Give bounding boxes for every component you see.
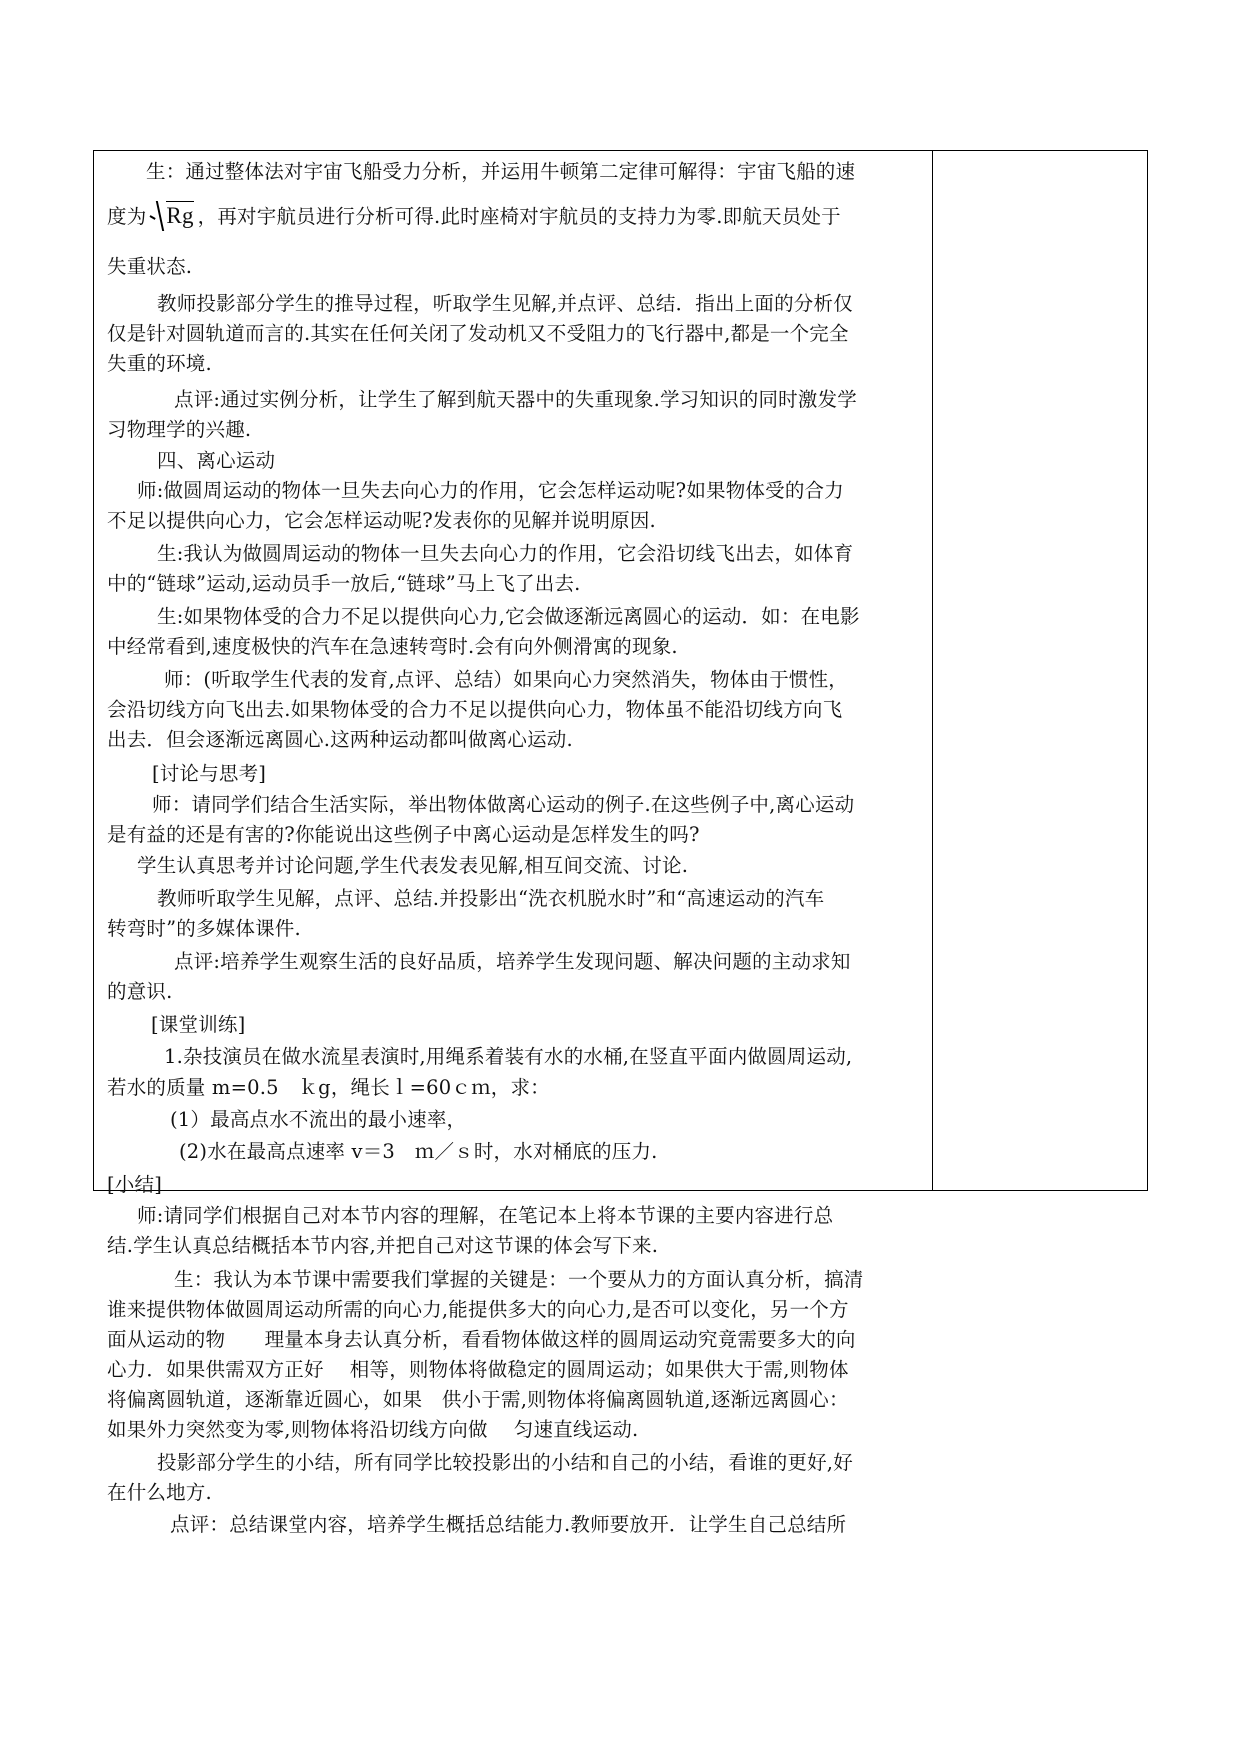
lesson-table — [93, 150, 1148, 1536]
text-line: 的意识. — [107, 980, 173, 1003]
text-line: 出去．但会逐渐远离圆心.这两种运动都叫做离心运动. — [107, 728, 573, 751]
text-line: 师:请同学们根据自己对本节内容的理解，在笔记本上将本节课的主要内容进行总 — [137, 1204, 834, 1227]
text-line: 生：我认为本节课中需要我们掌握的关键是：一个要从力的方面认真分析，搞清 — [174, 1268, 864, 1291]
text-line: 在什么地方. — [107, 1481, 212, 1504]
notes-cell — [934, 151, 1147, 1190]
sqrt-formula — [150, 203, 193, 229]
text-line: 转弯时”的多媒体课件. — [107, 917, 301, 940]
text-line: 师：请同学们结合生活实际，举出物体做离心运动的例子.在这些例子中,离心运动 — [152, 793, 855, 816]
text-line: 生:如果物体受的合力不足以提供向心力,它会做逐渐远离圆心的运动．如：在电影 — [157, 605, 860, 628]
text-line: 师：(听取学生代表的发育,点评、总结）如果向心力突然消失，物体由于惯性， — [164, 668, 849, 691]
text-line: 将偏离圆轨道，逐渐靠近圆心，如果 供小于需,则物体将偏离圆轨道,逐渐远离圆心： — [107, 1388, 849, 1411]
text-line: 生:我认为做圆周运动的物体一旦失去向心力的作用，它会沿切线飞出去，如体育 — [157, 542, 854, 565]
text-fragment: 度为 — [107, 205, 147, 228]
text-line: 会沿切线方向飞出去.如果物体受的合力不足以提供向心力，物体虽不能沿切线方向飞 — [107, 698, 843, 721]
text-line: 点评:通过实例分析，让学生了解到航天器中的失重现象.学习知识的同时激发学 — [174, 388, 857, 411]
text-line: 若水的质量 m=0.5 ｋg，绳长ｌ=60ｃｍ，求： — [107, 1076, 550, 1099]
text-line: 教师听取学生见解，点评、总结.并投影出“洗衣机脱水时”和“高速运动的汽车 — [157, 887, 825, 910]
text-line: 中的“链球”运动,运动员手一放后,“链球”马上飞了出去. — [107, 572, 581, 595]
section-heading: [小结] — [107, 1173, 163, 1196]
text-fragment: ，再对宇航员进行分析可得.此时座椅对宇航员的支持力为零.即航天员处于 — [197, 205, 841, 228]
text-line: 仅是针对圆轨道而言的.其实在任何关闭了发动机又不受阻力的飞行器中,都是一个完全 — [107, 322, 849, 345]
text-line: 是有益的还是有害的?你能说出这些例子中离心运动是怎样发生的吗? — [107, 823, 700, 846]
text-line: 失重的环境. — [107, 352, 212, 375]
text-line: 点评：总结课堂内容，培养学生概括总结能力.教师要放开．让学生自己总结所 — [170, 1513, 847, 1536]
text-line: 点评:培养学生观察生活的良好品质，培养学生发现问题、解决问题的主动求知 — [174, 950, 851, 973]
text-line: 面从运动的物 理量本身去认真分析，看看物体做这样的圆周运动究竟需要多大的向 — [107, 1328, 856, 1351]
text-line: 心力．如果供需双方正好 相等，则物体将做稳定的圆周运动；如果供大于需,则物体 — [107, 1358, 849, 1381]
text-line: 学生认真思考并讨论问题,学生代表发表见解,相互间交流、讨论. — [137, 854, 689, 877]
text-line: (2)水在最高点速率 v＝3 ｍ／ｓ时，水对桶底的压力. — [179, 1140, 658, 1163]
text-line: 如果外力突然变为零,则物体将沿切线方向做 匀速直线运动. — [107, 1418, 639, 1441]
lesson-content-cell — [94, 151, 932, 1536]
section-heading: [课堂训练] — [151, 1013, 246, 1036]
text-line: 生：通过整体法对宇宙飞船受力分析，并运用牛顿第二定律可解得：宇宙飞船的速 — [146, 160, 856, 183]
text-line: 习物理学的兴趣. — [107, 418, 252, 441]
text-line: 师:做圆周运动的物体一旦失去向心力的作用，它会怎样运动呢?如果物体受的合力 — [137, 479, 844, 502]
text-line: 中经常看到,速度极快的汽车在急速转弯时.会有向外侧滑寓的现象. — [107, 635, 678, 658]
text-line: 教师投影部分学生的推导过程，听取学生见解,并点评、总结．指出上面的分析仅 — [157, 292, 853, 315]
text-line: 结.学生认真总结概括本节内容,并把自己对这节课的体会写下来. — [107, 1234, 659, 1257]
column-divider — [932, 151, 933, 1190]
section-heading: 四、离心运动 — [157, 449, 276, 472]
text-line: (1）最高点水不流出的最小速率， — [170, 1108, 467, 1131]
section-heading: [讨论与思考] — [152, 762, 267, 785]
text-line: 失重状态. — [107, 255, 193, 278]
text-line: 1.杂技演员在做水流星表演时,用绳系着装有水的水桶,在竖直平面内做圆周运动, — [164, 1045, 853, 1068]
text-line: 谁来提供物体做圆周运动所需的向心力,能提供多大的向心力,是否可以变化，另一个方 — [107, 1298, 849, 1321]
text-line: 不足以提供向心力，它会怎样运动呢?发表你的见解并说明原因. — [107, 509, 656, 532]
formula-radicand: Rg — [166, 203, 194, 228]
text-line: 投影部分学生的小结，所有同学比较投影出的小结和自己的小结，看谁的更好,好 — [157, 1451, 853, 1474]
text-line — [107, 203, 841, 230]
